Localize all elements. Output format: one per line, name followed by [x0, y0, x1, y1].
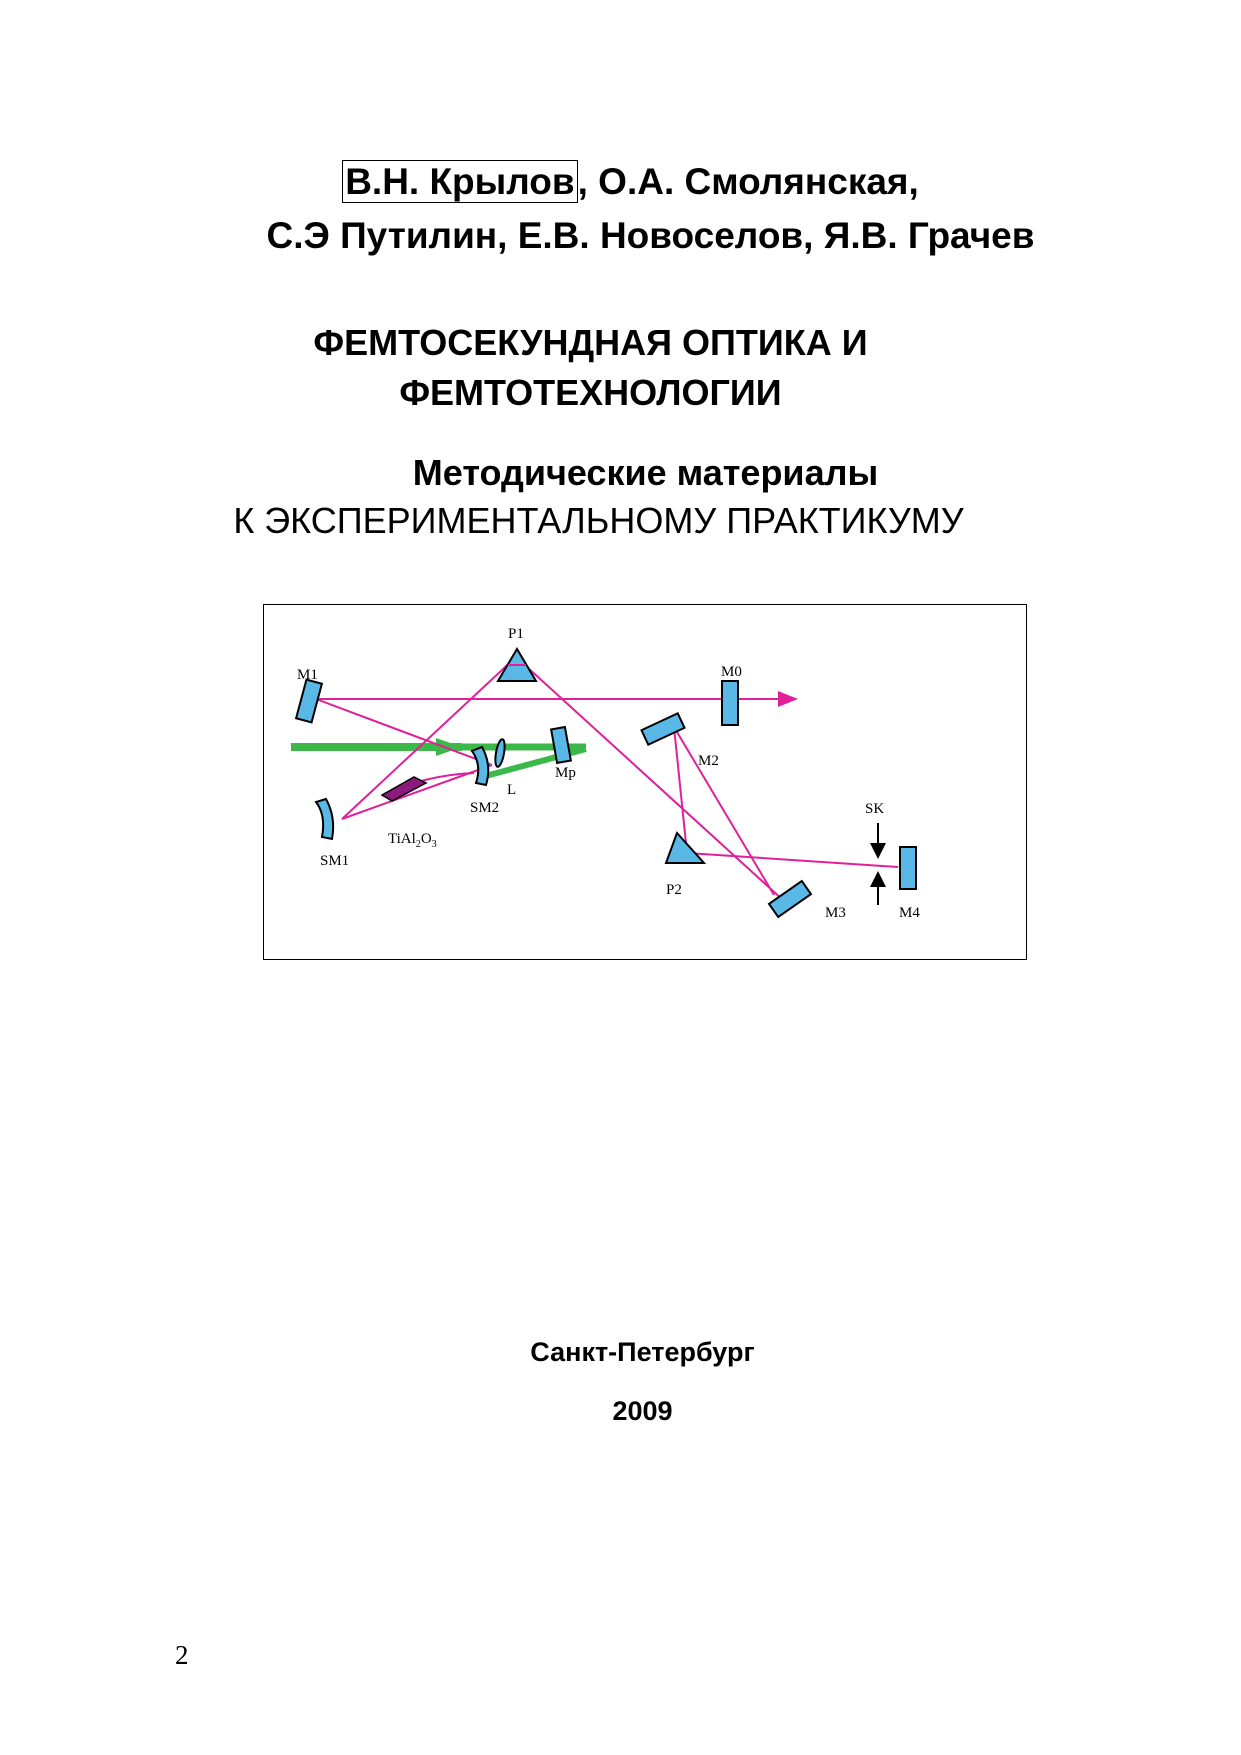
label-p2: P2 [666, 882, 682, 898]
publication-year: 2009 [612, 1396, 673, 1426]
authors-line-1-rest: , О.А. Смолянская, [577, 161, 919, 202]
mirror-m3-icon [769, 881, 811, 917]
authors-line-1 [0, 154, 1241, 210]
subtitle-line-1: Методические материалы [412, 452, 879, 493]
title-line-1: ФЕМТОСЕКУНДНАЯ ОПТИКА И [313, 322, 868, 363]
authors-line-2: С.Э Путилин, Е.В. Новоселов, Я.В. Грачев [266, 215, 1035, 256]
diagram-svg [264, 605, 1025, 958]
label-m4: M4 [899, 905, 920, 921]
mirror-m1-icon [296, 680, 322, 723]
mirror-sm1-icon [316, 799, 333, 839]
label-m0: M0 [721, 664, 742, 680]
page-number: 2 [175, 1640, 189, 1670]
mirror-m2-icon [641, 713, 684, 744]
label-crystal: $TiAl_2O_3$ [388, 831, 437, 850]
label-sm2: SM2 [470, 800, 500, 816]
laser-beam-paths [316, 657, 898, 901]
label-mp: Mp [555, 765, 576, 781]
mirror-m0-icon [722, 681, 738, 725]
label-m1: M1 [297, 667, 318, 683]
label-m3: M3 [825, 905, 846, 921]
publication-city: Санкт-Петербург [530, 1337, 755, 1367]
title-line-2: ФЕМТОТЕХНОЛОГИИ [399, 372, 782, 413]
label-sk: SK [865, 801, 885, 817]
label-sm1: SM1 [320, 853, 350, 869]
subtitle-line-2: К ЭКСПЕРИМЕНТАЛЬНОМУ ПРАКТИКУМУ [233, 500, 964, 541]
label-m2: M2 [698, 753, 719, 769]
mirror-sm2-icon [472, 747, 488, 785]
label-l: L [507, 782, 517, 798]
laser-setup-diagram [263, 604, 1027, 960]
mirror-m4-icon [900, 847, 916, 889]
label-p1: P1 [508, 626, 524, 642]
first-author-highlight: В.Н. Крылов [342, 160, 577, 203]
lens-l-icon [494, 739, 507, 768]
